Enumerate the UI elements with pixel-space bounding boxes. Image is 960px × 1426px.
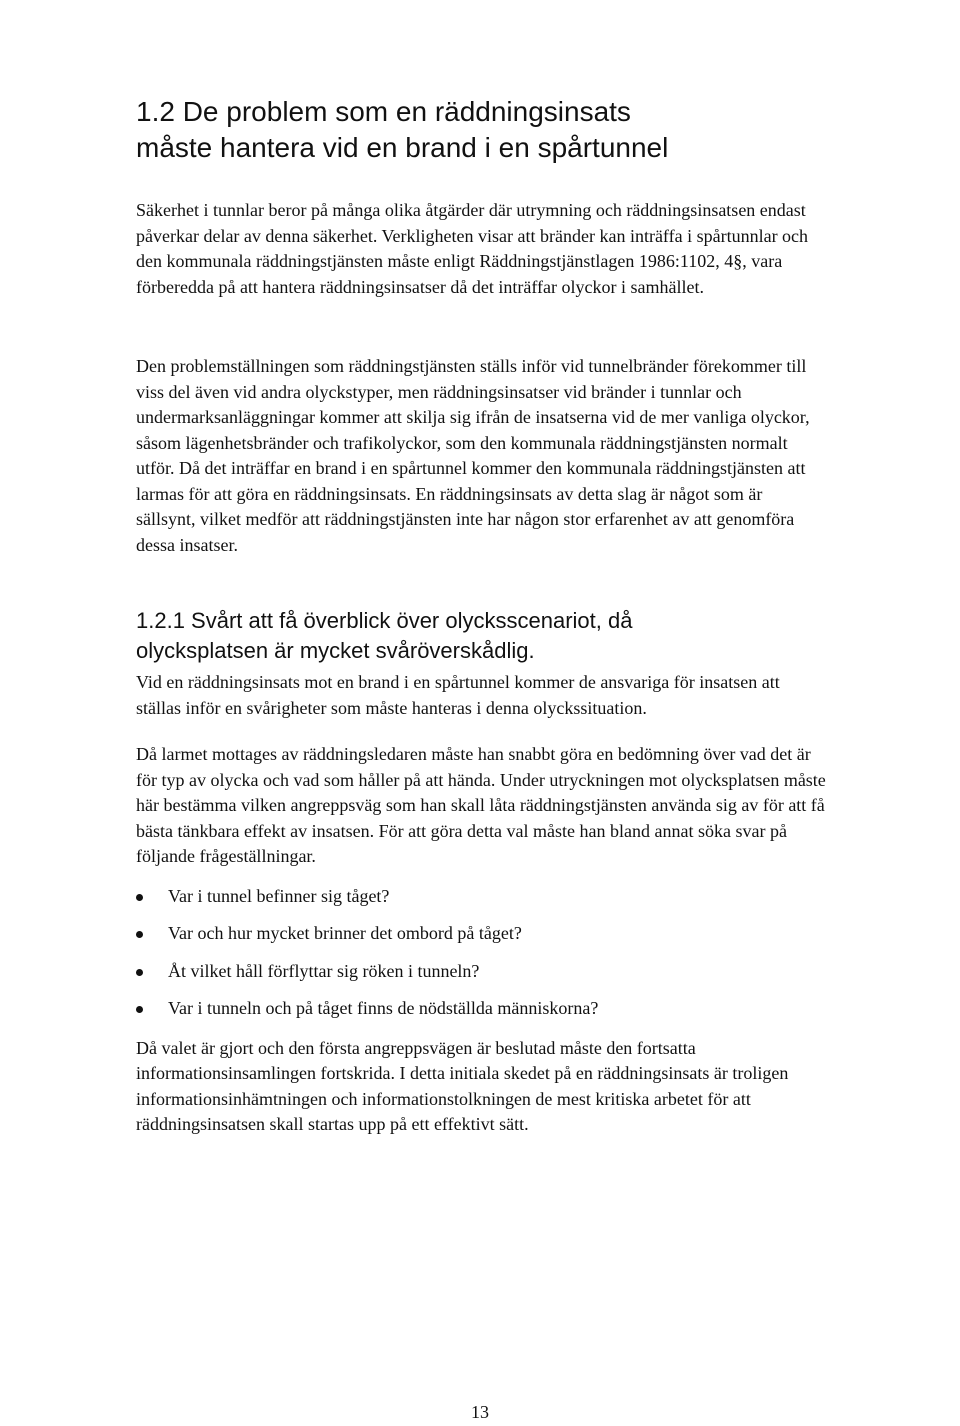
question-list bbox=[136, 884, 826, 1022]
list-item bbox=[136, 996, 826, 1022]
list-item bbox=[136, 921, 826, 947]
list-item-text: Var i tunnel befinner sig tåget? bbox=[168, 885, 390, 906]
section-heading bbox=[136, 94, 826, 166]
page-number: 13 bbox=[471, 1402, 489, 1422]
subsection-heading bbox=[136, 606, 826, 666]
section-paragraph-1: Säkerhet i tunnlar beror på många olika åtgärder där utrymning och räddningsinsatsen endast påverkar delar av denna säkerhet. Verkligheten visar att bränder kan inträffa i spårtunnlar och den kommunala räddningstjänsten måste enligt Räddningstjänstlagen 1986:1102, 4§, vara förberedda på att hantera räddningsinsatser då det inträffar olyckor i samhället. bbox=[136, 200, 809, 297]
bullet-icon bbox=[136, 931, 143, 938]
section-heading-line-1: 1.2 De problem som en räddningsinsats bbox=[136, 96, 631, 127]
subsection-paragraph-1: Vid en räddningsinsats mot en brand i en spårtunnel kommer de ansvariga för insatsen att ställas inför en svårigheter som måste hanteras i denna olyckssituation. bbox=[136, 672, 780, 718]
list-item-text: Åt vilket håll förflyttar sig röken i tunneln? bbox=[168, 960, 480, 981]
document-page bbox=[136, 94, 826, 1138]
bullet-icon bbox=[136, 969, 143, 976]
subsection-heading-line-2: olycksplatsen är mycket svåröverskådlig. bbox=[136, 638, 535, 663]
subsection-paragraph-2: Då larmet mottages av räddningsledaren måste han snabbt göra en bedömning över vad det är för typ av olycka och vad som håller på att hända. Under utryckningen mot olycksplatsen måste här bestämma vilken angreppsväg som han skall låta räddningstjänsten använda sig av för att få bästa tänkbara effekt av insatsen. För att göra detta val måste han bland annat söka svar på följande frågeställningar. bbox=[136, 744, 826, 866]
list-item bbox=[136, 884, 826, 910]
bullet-icon bbox=[136, 1006, 143, 1013]
bullet-icon bbox=[136, 894, 143, 901]
subsection-heading-line-1: 1.2.1 Svårt att få överblick över olycksscenariot, då bbox=[136, 608, 633, 633]
closing-paragraph: Då valet är gjort och den första angreppsvägen är beslutad måste den fortsatta informationsinsamlingen fortskrida. I detta initiala skedet på en räddningsinsats är troligen informationsinhämtningen och informationstolkningen de mest kritiska arbetet för att räddningsinsatsen skall startas upp på ett effektivt sätt. bbox=[136, 1037, 789, 1134]
section-paragraph-2: Den problemställningen som räddningstjänsten ställs inför vid tunnelbränder förekommer till viss del även vid andra olyckstyper, men räddningsinsatser vid bränder i tunnlar och undermarksanläggningar kommer att skilja sig ifrån de insatserna vid de mer vanliga olyckor, såsom lägenhetsbränder och trafikolyckor, som den kommunala räddningstjänsten normalt utför. Då det inträffar en brand i en spårtunnel kommer den kommunala räddningstjänsten att larmas för att göra en räddningsinsats. En räddningsinsats av detta slag är något som är sällsynt, vilket medför att räddningstjänsten inte har någon stor erfarenhet av att genomföra dessa insatser. bbox=[136, 356, 810, 555]
list-item-text: Var i tunneln och på tåget finns de nödställda människorna? bbox=[168, 998, 599, 1018]
list-item-text: Var och hur mycket brinner det ombord på tåget? bbox=[168, 923, 522, 943]
list-item bbox=[136, 959, 826, 985]
section-heading-line-2: måste hantera vid en brand i en spårtunnel bbox=[136, 132, 669, 163]
